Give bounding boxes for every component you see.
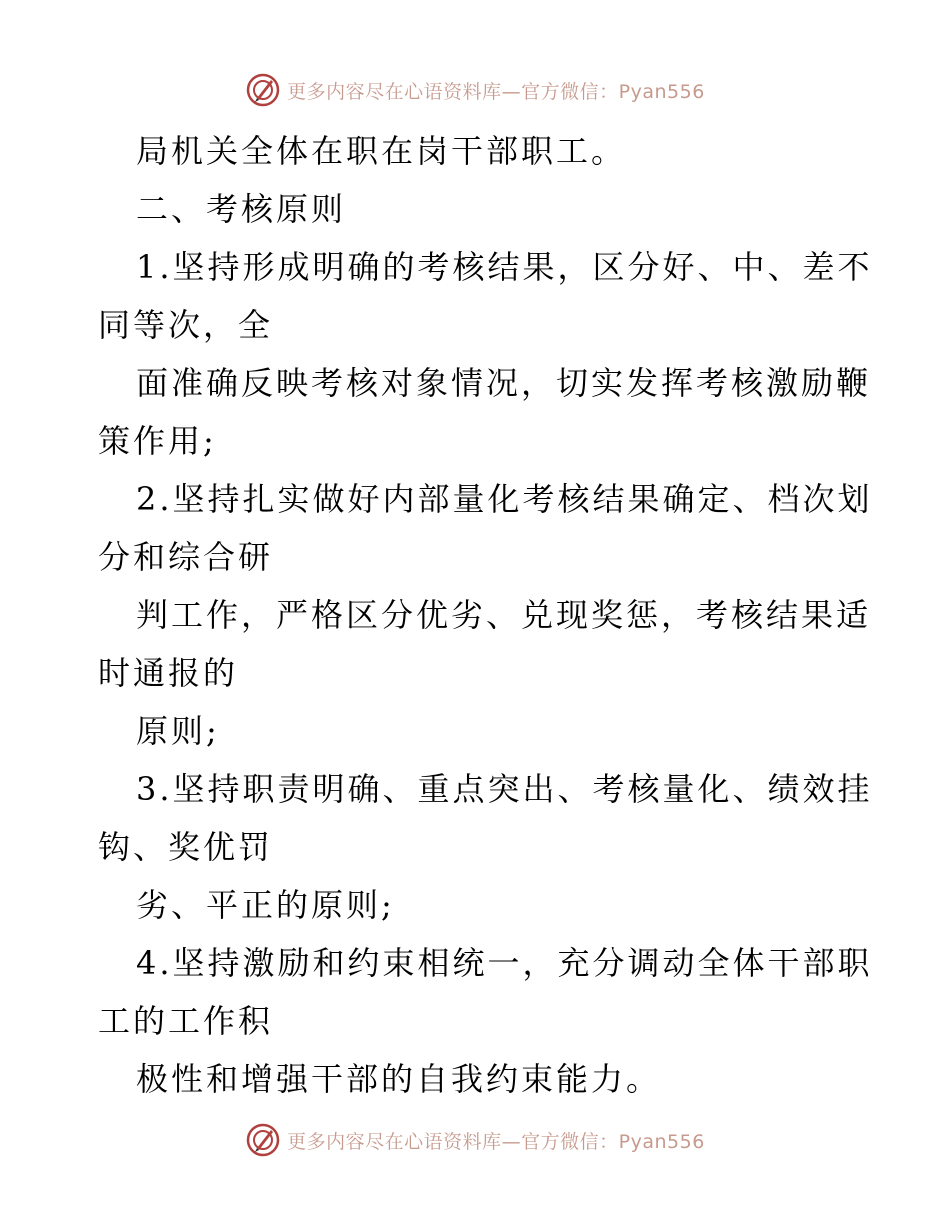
- text-line: 二、考核原则: [136, 190, 347, 228]
- document-body: [98, 122, 873, 1108]
- text-line: 2.坚持扎实做好内部量化考核结果确定、档次划: [136, 480, 873, 518]
- text-line: 面准确反映考核对象情况，切实发挥考核激励鞭: [136, 364, 872, 402]
- text-line: 4.坚持激励和约束相统一，充分调动全体干部职: [136, 944, 873, 982]
- footer-banner-text: 更多内容尽在心语资料库—官方微信：Pyan556: [287, 1130, 705, 1153]
- text-line: 劣、平正的原则;: [136, 886, 395, 924]
- brand-logo-icon: [245, 1122, 281, 1158]
- text-line: 原则;: [136, 712, 220, 750]
- text-line: 3.坚持职责明确、重点突出、考核量化、绩效挂: [136, 770, 873, 808]
- text-line: 工的工作积: [98, 1002, 274, 1040]
- footer-banner: [0, 1120, 950, 1160]
- brand-logo-icon: [245, 72, 281, 108]
- text-line: 同等次，全: [98, 306, 274, 344]
- header-banner: [0, 70, 950, 110]
- text-line: 极性和增强干部的自我约束能力。: [136, 1060, 662, 1098]
- text-line: 策作用;: [98, 422, 217, 460]
- text-line: 钩、奖优罚: [98, 828, 274, 866]
- text-line: 局机关全体在职在岗干部职工。: [136, 132, 627, 170]
- text-line: 判工作，严格区分优劣、兑现奖惩，考核结果适: [136, 596, 872, 634]
- header-banner-text: 更多内容尽在心语资料库—官方微信：Pyan556: [287, 80, 705, 103]
- text-line: 时通报的: [98, 654, 239, 692]
- text-line: 分和综合研: [98, 538, 274, 576]
- text-line: 1.坚持形成明确的考核结果，区分好、中、差不: [136, 248, 873, 286]
